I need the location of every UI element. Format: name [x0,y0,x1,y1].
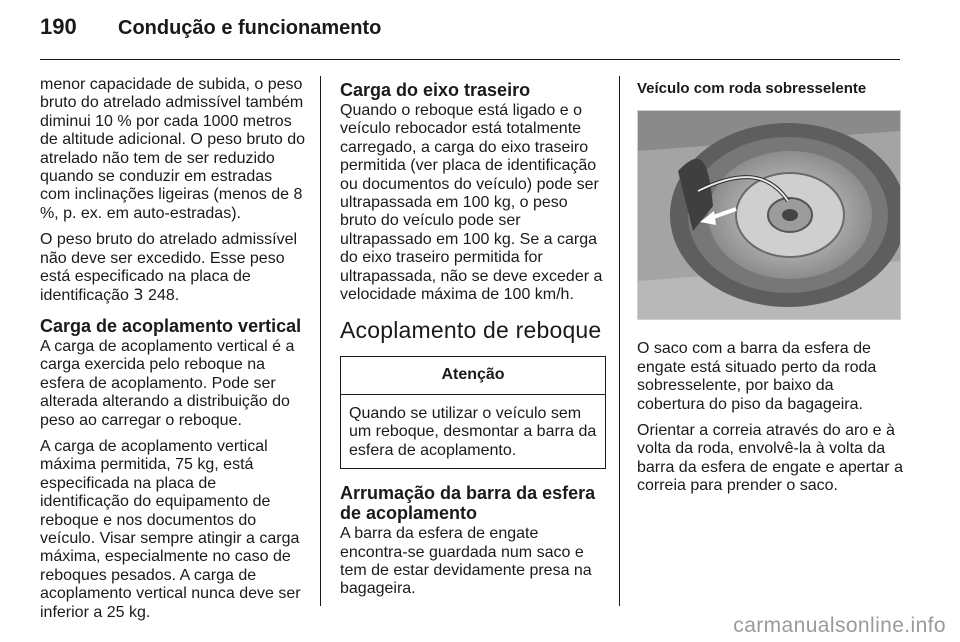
warning-box [340,356,606,469]
heading-vertical-load: Carga de acoplamento vertical [40,315,302,336]
heading-towing-hitch: Acoplamento de reboque [340,317,602,344]
paragraph-altitude: menor capacidade de subida, o peso bruto do atrelado admissível também diminui 10 % por cada 1000 metros de altitude adicional. O peso bruto do atrelado não tem de ser reduzido quando se conduzir em estradas com inclinações ligeiras (menos de 8 %, p. ex. em auto-estradas). [40,76,306,222]
paragraph-vertical-load-max: A carga de acoplamento vertical máxima permitida, 75 kg, está especificada na placa de identificação do equipamento de reboque e nos documentos do veículo. Visar sempre atingir a carga máxima, especialmente no caso de reboques pesados. A carga de acoplamento vertical nunca deve ser inferior a 25 kg. [40,437,301,621]
column-left [40,76,306,630]
heading-storage: Arrumação da barra da esfera de acoplamento [340,483,596,524]
header-rule [40,59,900,60]
paragraph-bag-location: O saco com a barra da esfera de engate está situado perto da roda sobresselente, por baixo da cobertura do piso da bagageira. [637,340,877,413]
paragraph-storage: A barra da esfera de engate encontra-se guardada num saco e tem de estar devidamente presa na bagageira. [340,525,592,598]
column-divider [619,76,620,606]
page-ref-icon: 3 [133,285,144,305]
page-number: 190 [40,14,77,39]
paragraph-strap-instructions: Orientar a correia através do aro e à volta da roda, envolvê-la à volta da barra da esfera de engate e apertar a correia para prender o saco. [637,422,903,495]
heading-spare-wheel: Veículo com roda sobresselente [637,80,867,97]
heading-rear-axle-load: Carga do eixo traseiro [340,80,531,100]
warning-body: Quando se utilizar o veículo sem um reboque, desmontar a barra da esfera de acoplamento. [349,404,597,459]
watermark: carmanualsonline.info [733,614,946,637]
column-divider [320,76,321,606]
page-ref-link[interactable]: 248. [148,287,180,305]
paragraph-rear-axle-load: Quando o reboque está ligado e o veículo rebocador está totalmente carregado, a carga do eixo traseiro permitida (ver placa de identificação ou documentos do veículo) pode ser ultrapassada em 100 kg, o peso bruto do veículo pode ser ultrapassado em 100 kg. Se a carga do eixo traseiro permitida for ultrapassada, não se deve exceder a velocidade máxima de 100 km/h. [340,102,603,304]
paragraph-vertical-load-def: A carga de acoplamento vertical é a carga exercida pelo reboque na esfera de acoplamento. Pode ser alterada alterando a distribuição do peso ao carregar o reboque. [40,337,295,429]
paragraph-gross-weight: O peso bruto do atrelado admissível não deve ser excedido. Esse peso está especificado na placa de identificação 3 248. [40,231,298,305]
column-middle [340,76,606,607]
page-header [40,14,381,50]
spare-wheel-illustration [637,110,901,320]
chapter-title: Condução e funcionamento [118,17,382,39]
warning-title: Atenção [341,357,605,394]
column-right [637,76,903,504]
